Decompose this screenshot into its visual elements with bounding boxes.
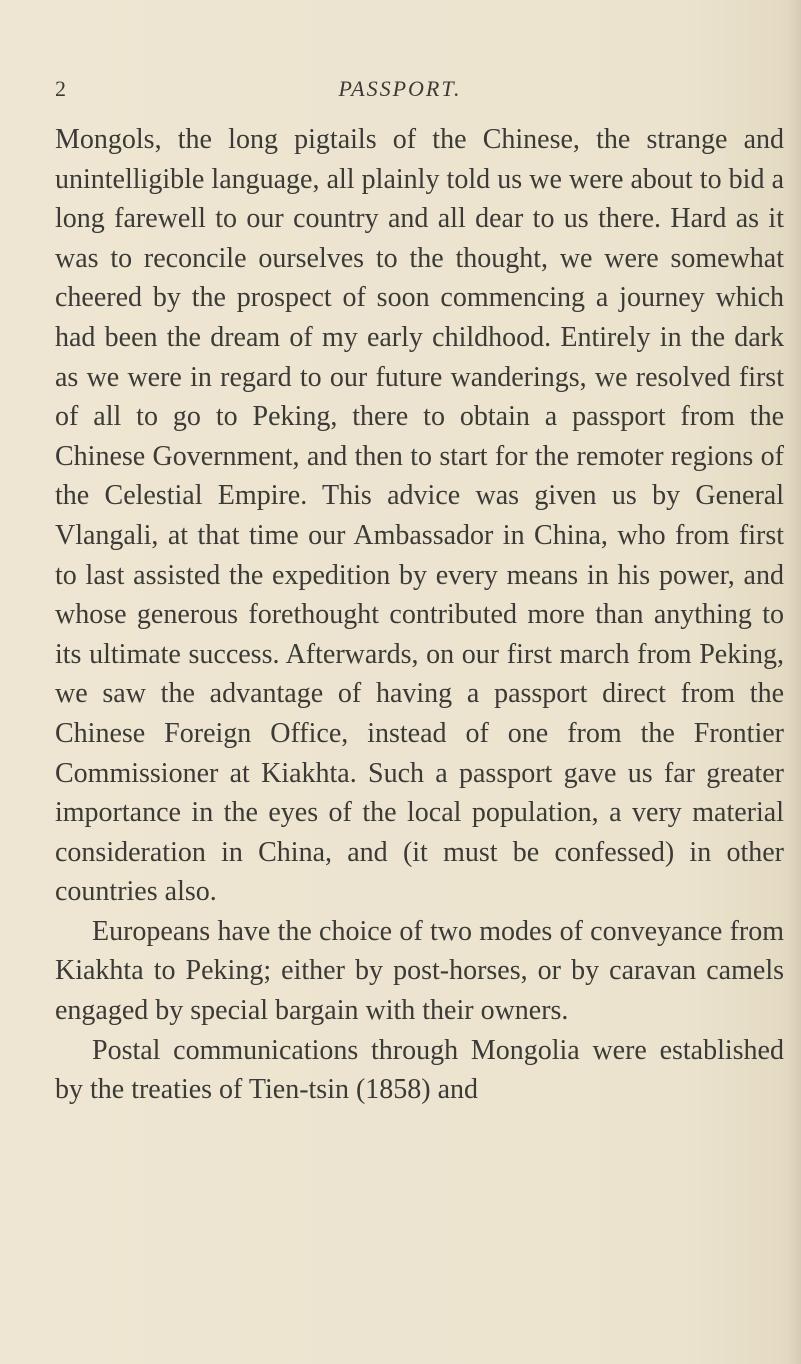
paragraph: Postal communications through Mongolia were established by the treaties of Tien-tsin (1858) and: [55, 1034, 784, 1106]
page-edge-shadow: [787, 0, 801, 1364]
paragraph: Europeans have the choice of two modes of conveyance from Kiakhta to Peking; either by post-horses, or by caravan camels engaged by special bargain with their owners.: [55, 915, 784, 1027]
paragraph: Mongols, the long pigtails of the Chinese, the strange and unintelligible language, all plainly told us we were about to bid a long farewell to our country and all dear to us there. Hard as it was to reconcile ourselves to the thought, we were somewhat cheered by the prospect of soon commencing a journey which had been the dream of my early childhood. Entirely in the dark as we were in regard to our future wanderings, we resolved first of all to go to Peking, there to obtain a passport from the Chinese Government, and then to start for the remoter regions of the Celestial Empire. This advice was given us by General Vlangali, at that time our Ambassador in China, who from first to last assisted the expedition by every means in his power, and whose generous forethought contributed more than anything to its ultimate success. Afterwards, on our first march from Peking, we saw the advantage of having a passport direct from the Chinese Foreign Office, instead of one from the Frontier Commissioner at Kiakhta. Such a passport gave us far greater importance in the eyes of the local population, a very material consideration in China, and (it must be confessed) in other countries also.: [55, 124, 784, 908]
running-head: PASSPORT.: [338, 76, 462, 101]
page-number: 2: [55, 76, 67, 101]
body-text: [55, 120, 784, 1110]
page-header: [55, 76, 745, 106]
